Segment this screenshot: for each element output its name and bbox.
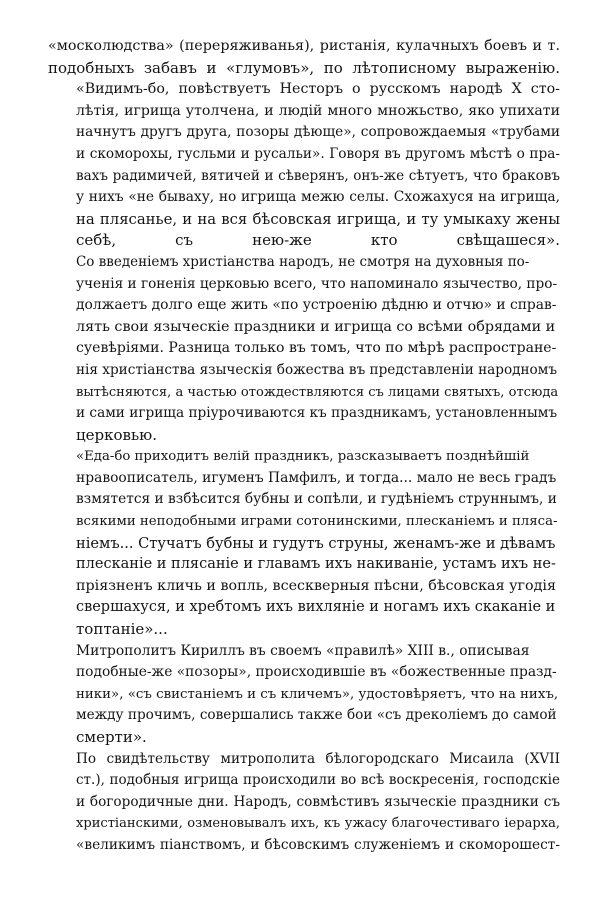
paragraph-4 xyxy=(48,446,560,640)
text-line: на плясанье, и на вся бѣсовская игрища, и ту умыкаху жены xyxy=(76,210,560,228)
text-line: топтаніе»... xyxy=(76,620,168,639)
text-line: «Еда-бо приходитъ велій праздникъ, разсказываетъ позднѣйшій xyxy=(76,449,530,465)
text-line: должаетъ долго еще жить «по устроенію дѣдню и отчю» и справ- xyxy=(76,297,557,314)
text-line: нравоописатель, игуменъ Памфилъ, и тогда... мало не весь градъ xyxy=(76,469,557,486)
text-line: «Видимъ-бо, повѣствуетъ Несторъ о русскомъ народѣ X сто- xyxy=(76,81,560,98)
text-line: подобныхъ забавъ и «глумовъ», по лѣтописному выраженію. xyxy=(48,58,560,77)
text-line: «великимъ піанствомъ, и бѣсовскимъ служеніемъ и скоморошест- xyxy=(76,836,560,853)
text-line: ученія и гоненія церковью всего, что напоминало язычество, про- xyxy=(76,275,558,292)
text-line: вахъ радимичей, вятичей и сѣверянъ, онъ-же сѣтуетъ, что браковъ xyxy=(76,167,560,184)
paragraph-5 xyxy=(48,641,560,749)
text-line: и сами игрища пріурочиваются къ праздникамъ, установленнымъ xyxy=(76,405,558,422)
text-line: у нихъ «не бываху, но игрища межю селы. Схожахуся на игрища, xyxy=(76,189,560,206)
text-line: лѣтія, игрища утолчена, и людій много множьство, яко упихати xyxy=(76,102,560,119)
text-line: ніемъ... Стучатъ бубны и гудутъ струны, женамъ-же и дѣвамъ xyxy=(76,534,556,552)
text-line: плесканіе и плясаніе и главамъ ихъ накиваніе, устамъ ихъ не- xyxy=(76,556,556,573)
text-line: между прочимъ, совершались также бои «съ дреколіемъ до самой xyxy=(76,707,557,724)
paragraph-3 xyxy=(48,252,560,446)
paragraph-6 xyxy=(48,749,560,857)
text-line: подобные-же «позоры», происходившіе въ «божественные празд- xyxy=(76,664,557,681)
text-line: нія христіанства языческія божества въ представленіи народномъ xyxy=(76,361,557,378)
text-line: Со введеніемъ христіанства народъ, не смотря на духовныя по- xyxy=(76,253,530,270)
text-line: свершахуся, и хребтомъ ихъ вихляніе и ногамъ ихъ скаканіе и xyxy=(76,599,556,616)
text-line: церковью. xyxy=(76,425,157,444)
text-line: «москолюдства» (переряживанья), ристанія, кулачныхъ боевъ и т. xyxy=(48,38,560,54)
paragraph-2 xyxy=(48,79,560,252)
text-line: суевѣріями. Разница только въ томъ, что по мѣрѣ распростране- xyxy=(76,340,557,357)
text-line: По свидѣтельству митрополита бѣлогородскаго Мисаила (XVII xyxy=(76,750,560,767)
text-line: взмятется и взбѣсится бубны и сопѣли, и гудѣніемъ струннымъ, и xyxy=(76,491,557,508)
text-line: пріязненъ кличь и вопль, всескверныя пѣсни, бѣсовская угодія xyxy=(76,577,556,594)
text-line: себѣ, съ нею-же кто свѣщашеся». xyxy=(76,231,560,250)
paragraph-1 xyxy=(48,36,560,79)
text-line: всякими неподобными играми сотонинскими, плесканіемъ и плясa- xyxy=(76,514,558,530)
text-line: и богородичные дни. Народъ, совмѣстивъ языческіе праздники съ xyxy=(76,793,560,810)
text-line: Митрополитъ Кириллъ въ своемъ «правилѣ» XIII в., описывая xyxy=(76,642,530,659)
text-line: христіанскими, озменовывалъ ихъ, къ ужасу благочестиваго іерарха, xyxy=(76,816,560,832)
text-line: ст.), подобныя игрища происходили во всѣ воскресенія, господскіе xyxy=(76,772,560,789)
text-line: ники», «съ свистаніемъ и съ кличемъ», удостовѣряетъ, что на нихъ, xyxy=(76,686,559,702)
text-line: лять свои языческіе праздники и игрища со всѣми обрядами и xyxy=(76,318,556,335)
text-line: смерти». xyxy=(76,728,147,746)
text-line: начнутъ другъ друга, позоры дѣюще», сопровождаемыя «трубами xyxy=(76,124,560,141)
text-line: вытѣсняются, а частью отождествляются съ лицами святыхъ, отсюда xyxy=(76,384,559,400)
text-line: и скоморохы, гусльми и русальи». Говоря въ другомъ мѣстѣ о пра- xyxy=(76,145,560,162)
